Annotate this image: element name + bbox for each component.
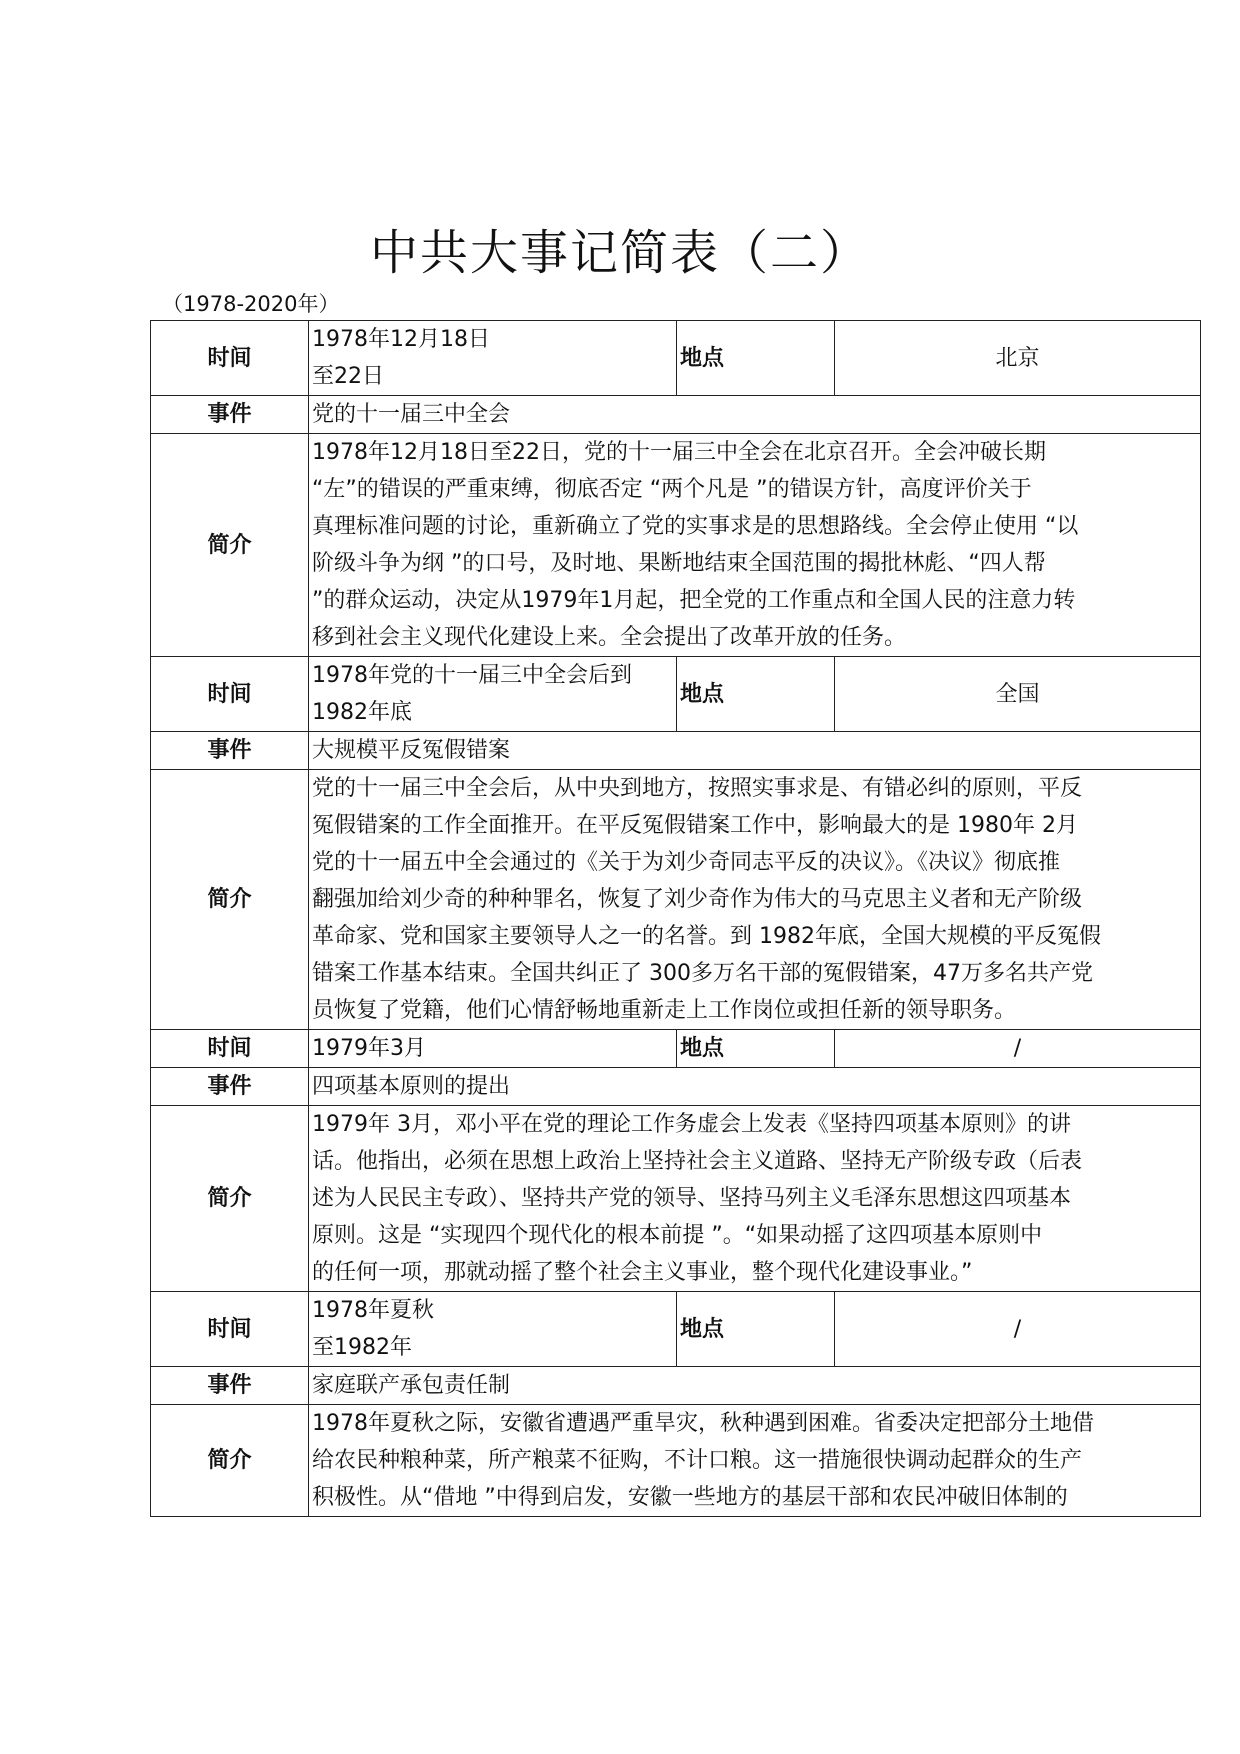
summary-row [151,1405,1201,1517]
summary-line: 党的十一届五中全会通过的《关于为刘少奇同志平反的决议》。《决议》彻底推 [312,850,1061,875]
summary-line: 错案工作基本结束。全国共纠正了 300多万名干部的冤假错案，47万多名共产党 [312,961,1093,986]
time-cell [309,1030,677,1068]
summary-row [151,770,1201,1030]
place-label: 地点 [677,1292,835,1367]
time-row [151,1030,1201,1068]
place-label: 地点 [677,321,835,396]
summary-text [309,1405,1201,1517]
place-value: 全国 [835,657,1201,732]
summary-text [309,434,1201,657]
summary-line: 1979年 3月，邓小平在党的理论工作务虚会上发表《坚持四项基本原则》的讲 [312,1112,1071,1137]
time-cell [309,1292,677,1367]
time-line: 至22日 [312,364,384,389]
time-row [151,1292,1201,1367]
event-value: 四项基本原则的提出 [309,1068,1201,1106]
summary-line: 述为人民民主专政）、坚持共产党的领导、坚持马列主义毛泽东思想这四项基本 [312,1186,1072,1211]
event-value: 家庭联产承包责任制 [309,1367,1201,1405]
event-value: 大规模平反冤假错案 [309,732,1201,770]
summary-line: 积极性。从“借地 ”中得到启发，安徽一些地方的基层干部和农民冲破旧体制的 [312,1485,1068,1510]
summary-line: 阶级斗争为纲 ”的口号，及时地、果断地结束全国范围的揭批林彪、“四人帮 [312,551,1046,576]
time-line: 1979年3月 [312,1036,426,1061]
time-line: 1978年12月18日 [312,327,490,352]
summary-line: 给农民种粮种菜，所产粮菜不征购，不计口粮。这一措施很快调动起群众的生产 [312,1448,1083,1473]
time-row [151,321,1201,396]
summary-line: 移到社会主义现代化建设上来。全会提出了改革开放的任务。 [312,625,907,650]
place-label: 地点 [677,657,835,732]
summary-label: 简介 [151,1405,309,1517]
event-label: 事件 [151,1367,309,1405]
event-row [151,1367,1201,1405]
summary-line: 革命家、党和国家主要领导人之一的名誉。到 1982年底，全国大规模的平反冤假 [312,924,1101,949]
summary-line: 1978年12月18日至22日，党的十一届三中全会在北京召开。全会冲破长期 [312,440,1046,465]
time-label: 时间 [151,1030,309,1068]
time-line: 1982年底 [312,700,412,725]
summary-line: ”的群众运动，决定从1979年1月起，把全党的工作重点和全国人民的注意力转 [312,588,1076,613]
summary-line: 党的十一届三中全会后，从中央到地方，按照实事求是、有错必纠的原则，平反 [312,776,1083,801]
place-value: / [835,1292,1201,1367]
time-label: 时间 [151,657,309,732]
time-cell [309,321,677,396]
event-label: 事件 [151,396,309,434]
place-value: / [835,1030,1201,1068]
event-label: 事件 [151,1068,309,1106]
summary-line: 真理标准问题的讨论，重新确立了党的实事求是的思想路线。全会停止使用 “以 [312,514,1079,539]
summary-label: 简介 [151,770,309,1030]
summary-line: 翻强加给刘少奇的种种罪名，恢复了刘少奇作为伟大的马克思主义者和无产阶级 [312,887,1083,912]
event-row [151,732,1201,770]
summary-line: 的任何一项，那就动摇了整个社会主义事业，整个现代化建设事业。” [312,1260,973,1285]
time-line: 1978年夏秋 [312,1298,434,1323]
summary-label: 简介 [151,434,309,657]
summary-text [309,770,1201,1030]
document-title: 中共大事记简表（二） [369,225,870,281]
event-label: 事件 [151,732,309,770]
event-row [151,1068,1201,1106]
summary-line: 员恢复了党籍，他们心情舒畅地重新走上工作岗位或担任新的领导职务。 [312,998,1017,1023]
event-value: 党的十一届三中全会 [309,396,1201,434]
time-cell [309,657,677,732]
document-subtitle: （1978-2020年） [162,292,340,316]
summary-line: 原则。这是 “实现四个现代化的根本前提 ”。“如果动摇了这四项基本原则中 [312,1223,1043,1248]
place-label: 地点 [677,1030,835,1068]
place-value: 北京 [835,321,1201,396]
time-line: 1978年党的十一届三中全会后到 [312,663,632,688]
time-label: 时间 [151,1292,309,1367]
summary-line: “左”的错误的严重束缚，彻底否定 “两个凡是 ”的错误方针，高度评价关于 [312,477,1032,502]
event-row [151,396,1201,434]
summary-text [309,1106,1201,1292]
summary-line: 冤假错案的工作全面推开。在平反冤假错案工作中，影响最大的是 1980年 2月 [312,813,1078,838]
time-label: 时间 [151,321,309,396]
summary-line: 1978年夏秋之际，安徽省遭遇严重旱灾，秋种遇到困难。省委决定把部分土地借 [312,1411,1094,1436]
summary-row [151,434,1201,657]
time-line: 至1982年 [312,1335,412,1360]
summary-line: 话。他指出，必须在思想上政治上坚持社会主义道路、坚持无产阶级专政（后表 [312,1149,1083,1174]
events-table [150,320,1201,1517]
time-row [151,657,1201,732]
summary-label: 简介 [151,1106,309,1292]
summary-row [151,1106,1201,1292]
